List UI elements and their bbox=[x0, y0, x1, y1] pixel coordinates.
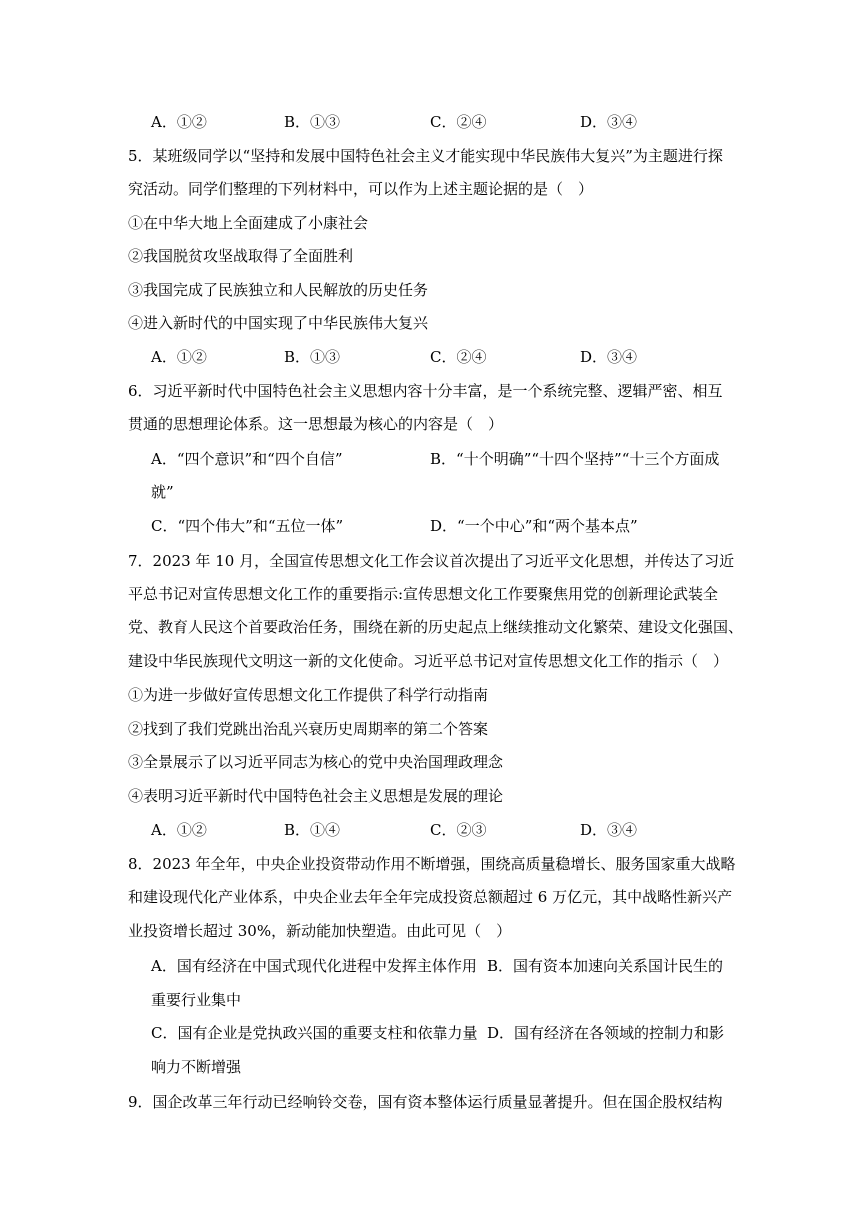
q8-stem-line-1: 8．2023 年全年，中央企业投资带动作用不断增强，围绕高质量稳增长、服务国家重大战略 bbox=[128, 855, 736, 873]
q4-option-c: C．②④ bbox=[430, 113, 487, 131]
q8-option-b: B．国有资本加速向关系国计民生的 bbox=[487, 957, 724, 975]
q5-option-b: B．①③ bbox=[284, 348, 341, 366]
q8-option-a: A．国有经济在中国式现代化进程中发挥主体作用 bbox=[151, 957, 477, 975]
q7-stem-line-1: 7．2023 年 10 月，全国宣传思想文化工作会议首次提出了习近平文化思想，并传达了习近 bbox=[128, 552, 735, 570]
q7-statement-4: ④表明习近平新时代中国特色社会主义思想是发展的理论 bbox=[128, 787, 504, 805]
q8-option-d-cont: 响力不断增强 bbox=[151, 1058, 242, 1076]
q7-statement-3: ③全景展示了以习近平同志为核心的党中央治国理政理念 bbox=[128, 753, 504, 771]
q4-option-b: B．①③ bbox=[284, 113, 341, 131]
q5-statement-4: ④进入新时代的中国实现了中华民族伟大复兴 bbox=[128, 314, 429, 332]
q6-stem-line-2: 贯通的思想理论体系。这一思想最为核心的内容是（ ） bbox=[128, 415, 504, 433]
q6-option-d: D．“一个中心”和“两个基本点” bbox=[430, 517, 638, 535]
q8-stem-line-2: 和建设现代化产业体系，中央企业去年全年完成投资总额超过 6 万亿元，其中战略性新兴产 bbox=[128, 888, 733, 906]
q7-statement-2: ②找到了我们党跳出治乱兴衰历史周期率的第二个答案 bbox=[128, 720, 489, 738]
q5-statement-3: ③我国完成了民族独立和人民解放的历史任务 bbox=[128, 281, 429, 299]
q6-option-c: C．“四个伟大”和“五位一体” bbox=[151, 517, 344, 535]
q5-option-a: A．①② bbox=[151, 348, 207, 366]
q9-stem-line-1: 9．国企改革三年行动已经响铃交卷，国有资本整体运行质量显著提升。但在国企股权结构 bbox=[128, 1093, 723, 1111]
q7-stem-line-3: 党、教育人民这个首要政治任务，围绕在新的历史起点上继续推动文化繁荣、建设文化强国、 bbox=[128, 618, 744, 636]
q7-option-d: D．③④ bbox=[580, 821, 638, 839]
q5-stem-line-2: 究活动。同学们整理的下列材料中，可以作为上述主题论据的是（ ） bbox=[128, 180, 594, 198]
q4-option-a: A．①② bbox=[151, 113, 207, 131]
q7-option-b: B．①④ bbox=[284, 821, 341, 839]
q8-option-c: C．国有企业是党执政兴国的重要支柱和依靠力量 bbox=[151, 1024, 478, 1042]
q7-option-c: C．②③ bbox=[430, 821, 487, 839]
q4-option-d: D．③④ bbox=[580, 113, 638, 131]
q5-statement-2: ②我国脱贫攻坚战取得了全面胜利 bbox=[128, 247, 354, 265]
q5-option-c: C．②④ bbox=[430, 348, 487, 366]
q5-option-d: D．③④ bbox=[580, 348, 638, 366]
q7-statement-1: ①为进一步做好宣传思想文化工作提供了科学行动指南 bbox=[128, 686, 489, 704]
q6-stem-line-1: 6．习近平新时代中国特色社会主义思想内容十分丰富，是一个系统完整、逻辑严密、相互 bbox=[128, 382, 723, 400]
q8-option-d: D．国有经济在各领域的控制力和影 bbox=[487, 1024, 725, 1042]
q8-option-b-cont: 重要行业集中 bbox=[151, 991, 242, 1009]
q5-stem-line-1: 5．某班级同学以“坚持和发展中国特色社会主义才能实现中华民族伟大复兴”为主题进行探 bbox=[128, 147, 723, 165]
q6-option-b-cont: 就” bbox=[151, 483, 174, 501]
q6-option-a: A．“四个意识”和“四个自信” bbox=[151, 450, 343, 468]
q6-option-b: B．“十个明确”“十四个坚持”“十三个方面成 bbox=[430, 450, 720, 468]
q8-stem-line-3: 业投资增长超过 30%，新动能加快塑造。由此可见（ ） bbox=[128, 922, 512, 940]
q7-stem-line-4: 建设中华民族现代文明这一新的文化使命。习近平总书记对宣传思想文化工作的指示（ ） bbox=[128, 652, 729, 670]
q7-stem-line-2: 平总书记对宣传思想文化工作的重要指示:宣传思想文化工作要聚焦用党的创新理论武装全 bbox=[128, 585, 719, 603]
q5-statement-1: ①在中华大地上全面建成了小康社会 bbox=[128, 214, 369, 232]
q7-option-a: A．①② bbox=[151, 821, 207, 839]
